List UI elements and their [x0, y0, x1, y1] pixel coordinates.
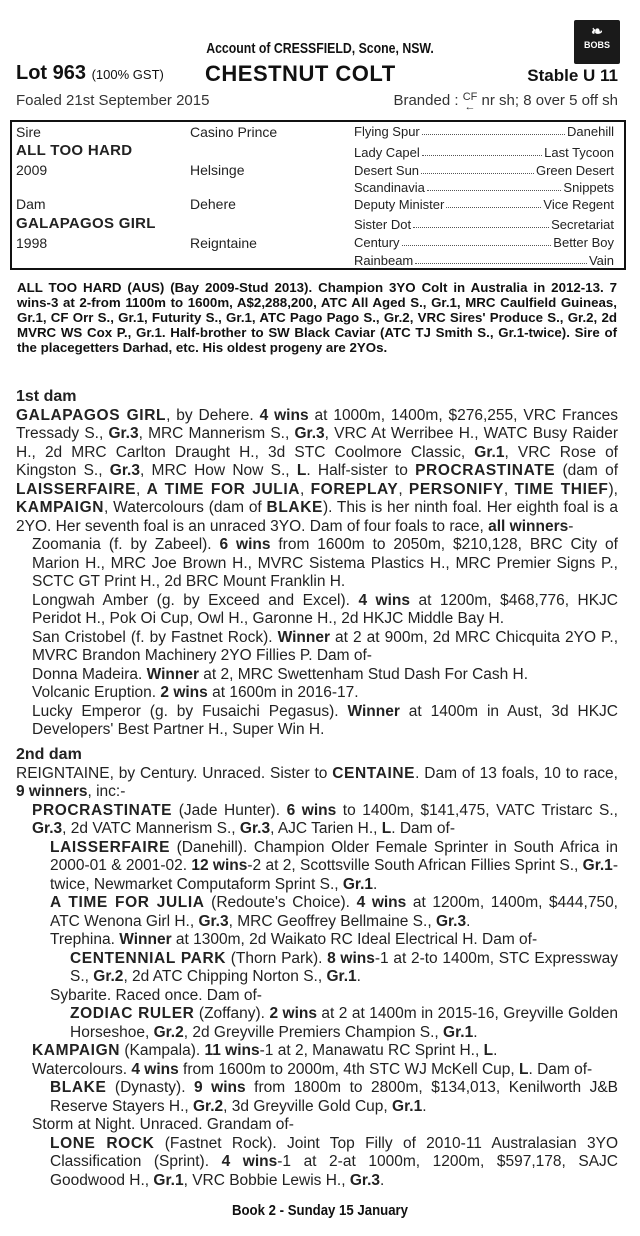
- progeny-entry: Lucky Emperor (g. by Fusaichi Pegasus). Winner at 1400m in Aust, 3d HKJC Developers' Best Partner H., Super Win H.: [32, 702, 618, 738]
- pedigree-line: Century Better Boy: [354, 235, 614, 250]
- pedigree-line: Desert Sun Green Desert: [354, 163, 614, 178]
- progeny-entry: CENTENNIAL PARK (Thorn Park). 8 wins-1 at 2-to 1400m, STC Expressway S., Gr.2, 2d ATC Chipping Norton S., Gr.1.: [70, 949, 618, 985]
- progeny-entry: ZODIAC RULER (Zoffany). 2 wins at 2 at 1400m in 2015-16, Greyville Golden Horseshoe, Gr.2, 2d Greyville Premiers Champion S., Gr.1.: [70, 1005, 619, 1041]
- first-dam-heading: 1st dam: [16, 388, 77, 405]
- progeny-entry: Trephina. Winner at 1300m, 2d Waikato RC Ideal Electrical H. Dam of-: [50, 931, 538, 948]
- progeny-entry: A TIME FOR JULIA (Redoute's Choice). 4 wins at 1200m, 1400m, $444,750, ATC Wenona Girl H., Gr.3, MRC Geoffrey Bellmaine S., Gr.3.: [50, 894, 618, 930]
- dam-year: 1998: [16, 235, 48, 251]
- progeny-entry: San Cristobel (f. by Fastnet Rock). Winner at 2 at 900m, 2d MRC Chicquita 2YO P., MVRC Brandon Machinery 2YO Fillies P. Dam of- Donna Madeira. Winner at 2, MRC Swettenham Stud Dash For Cash H. Volcanic Eruption. 2 wins at 1600m in 2016-17.: [32, 628, 619, 701]
- sire-summary: ALL TOO HARD (AUS) (Bay 2009-Stud 2013). Champion 3YO Colt in Australia in 2012-13. 7 wins-3 at 2-from 1100m to 1600m, A$2,288,200, ATC All Aged S., Gr.1, MRC Caulfield Guineas, Gr.1, CF Orr S., Gr.1, Futurity S., Gr.1, ATC Pago Pago S., Gr.2, VRC Sires' Produce S., Gr.2, 2d MVRC WS Cox P., Gr.1. Half-brother to SW Black Caviar (ATC TJ Smith S., Gr.1-twice). Sire of the placegetters Darhad, etc. His oldest progeny are 2YOs.: [17, 280, 617, 355]
- sire-year: 2009: [16, 162, 48, 178]
- pedigree-line: Sister Dot Secretariat: [354, 217, 614, 232]
- progeny-entry: LAISSERFAIRE (Danehill). Champion Older Female Sprinter in South Africa in 2000-01 & 2001-02. 12 wins-2 at 2, Scottsville South African Fillies Sprint S., Gr.1-twice, Newmarket Computaform Sprint S., Gr.1.: [50, 838, 618, 893]
- first-dam-text: GALAPAGOS GIRL, by Dehere. 4 wins at 1000m, 1400m, $276,255, VRC Frances Tressady S., Gr.3, MRC Mannerism S., Gr.3, VRC At Werribee H., WATC Busy Raider H., 2d MRC Carlton Draught H., 3d STC Coolmore Classic, Gr.1, VRC Rose of Kingston S., Gr.3, MRC How Now S., L. Half-sister to PROCRASTINATE (dam of LAISSERFAIRE, A TIME FOR JULIA, FOREPLAY, PERSONIFY, TIME THIEF), KAMPAIGN, Watercolours (dam of BLAKE). This is her ninth foal. Her eighth foal is a 2YO. Her seventh foal is an unraced 3YO. Dam of four foals to race, all winners-: [16, 406, 618, 535]
- dam-label: Dam: [16, 196, 46, 212]
- progeny-entry: Watercolours. 4 wins from 1600m to 2000m, 4th STC WJ McKell Cup, L. Dam of-: [32, 1060, 593, 1078]
- pedigree-line: Rainbeam Vain: [354, 253, 614, 268]
- foaled-date: Foaled 21st September 2015: [16, 92, 210, 109]
- dam-sire: Dehere: [190, 196, 236, 212]
- brand-mark: CF ←: [462, 91, 478, 113]
- bobs-logo: ❧ BOBS: [574, 20, 620, 64]
- progeny-entry: PROCRASTINATE (Jade Hunter). 6 wins to 1400m, $141,475, VATC Tristarc S., Gr.3, 2d VATC Mannerism S., Gr.3, AJC Tarien H., L. Dam of-: [32, 801, 618, 837]
- progeny-entry: BLAKE (Dynasty). 9 wins from 1800m to 2800m, $134,013, Kenilworth J&B Reserve Stayers H., Gr.2, 3d Greyville Gold Cup, Gr.1.: [50, 1079, 618, 1115]
- branded-info: Branded : CF ← nr sh; 8 over 5 off sh: [393, 91, 618, 113]
- progeny-entry: KAMPAIGN (Kampala). 11 wins-1 at 2, Manawatu RC Sprint H., L.: [32, 1042, 498, 1059]
- pedigree-line: Flying Spur Danehill: [354, 124, 614, 139]
- pedigree-line: Lady Capel Last Tycoon: [354, 145, 614, 160]
- sire-sire: Casino Prince: [190, 124, 278, 140]
- second-dam-heading: 2nd dam: [16, 746, 82, 763]
- sire-label: Sire: [16, 124, 41, 140]
- progeny-entry: Storm at Night. Unraced. Grandam of-: [32, 1116, 294, 1133]
- pedigree-line: Scandinavia Snippets: [354, 180, 614, 195]
- sire-dam: Helsinge: [190, 162, 245, 178]
- bird-icon: ❧: [591, 23, 603, 39]
- sire-name: ALL TOO HARD: [16, 142, 133, 159]
- stable-number: Stable U 11: [527, 66, 618, 85]
- pedigree-line: Deputy Minister Vice Regent: [354, 197, 614, 212]
- lot-title: CHESTNUT COLT: [205, 61, 396, 86]
- second-dam-section: [16, 746, 618, 1190]
- progeny-entry: Sybarite. Raced once. Dam of-: [50, 986, 262, 1004]
- progeny-entry: LONE ROCK (Fastnet Rock). Joint Top Filly of 2010-11 Australasian 3YO Classification (Sprint). 4 wins-1 at 2-at 1000m, 1200m, $597,178, SAJC Goodwood H., Gr.1, VRC Bobbie Lewis H., Gr.3.: [50, 1134, 619, 1189]
- progeny-entry: Zoomania (f. by Zabeel). 6 wins from 1600m to 2050m, $210,128, BRC City of Marion H., MRC Joe Brown H., MVRC Sistema Plastics H., MRC Premier Signs P., SCTC GT Print H., 2d BRC Mount Franklin H.: [32, 536, 618, 590]
- dam-name: GALAPAGOS GIRL: [16, 215, 156, 232]
- page-footer: Book 2 - Sunday 15 January: [231, 1202, 409, 1219]
- first-dam-section: [16, 388, 618, 740]
- second-dam-text: REIGNTAINE, by Century. Unraced. Sister to CENTAINE. Dam of 13 foals, 10 to race, 9 winners, inc:-: [16, 764, 618, 800]
- progeny-entry: Longwah Amber (g. by Exceed and Excel). 4 wins at 1200m, $468,776, HKJC Peridot H., Pok Oi Cup, Owl H., Garonne H., 2d HKJC Middle Bay H.: [32, 591, 618, 627]
- lot-number: Lot 963 (100% GST): [16, 62, 164, 84]
- dam-dam: Reigntaine: [190, 235, 257, 251]
- account-line: Account of CRESSFIELD, Scone, NSW.: [206, 40, 434, 57]
